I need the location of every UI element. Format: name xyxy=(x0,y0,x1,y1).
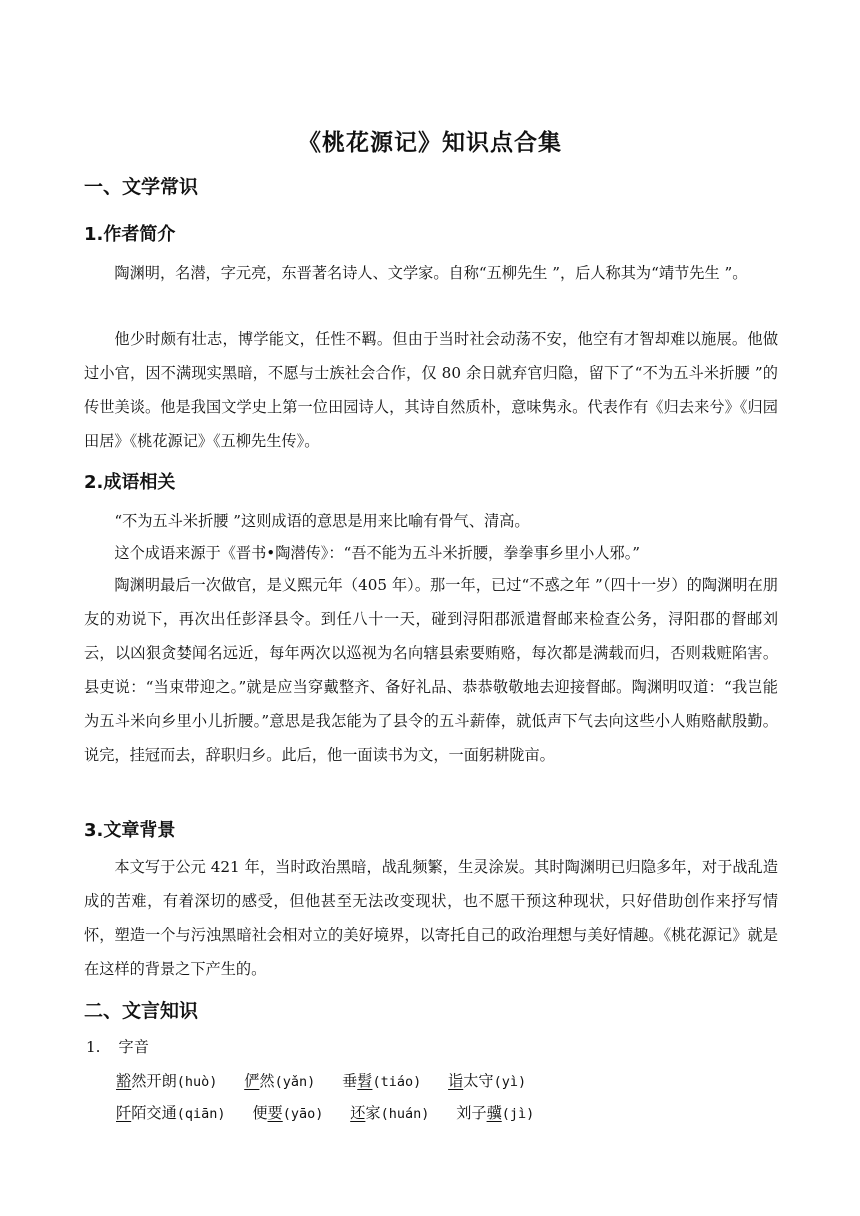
section-heading-literary-knowledge: 一、文学常识 xyxy=(84,176,199,198)
list-label: 字音 xyxy=(118,1038,149,1056)
pronunciation-entry: 垂髫(tiáo) xyxy=(342,1072,422,1090)
pronunciation-row-2 xyxy=(116,1102,534,1123)
subheading-background: 3.文章背景 xyxy=(84,820,176,841)
pronunciation-entry: 俨然(yǎn) xyxy=(244,1072,316,1090)
pronunciation-entry: 阡陌交通(qiān) xyxy=(116,1104,226,1122)
pronunciation-row-1 xyxy=(116,1070,526,1091)
paragraph-idiom-3: 陶渊明最后一次做官，是义熙元年（405 年）。那一年，已过“不惑之年 ”（四十一岁）的陶渊明在朋友的劝说下，再次出任彭泽县令。到任八十一天，碰到浔阳郡派遣督邮来检查公务，浔阳郡的督邮刘云，以凶狠贪婪闻名远近，每年两次以巡视为名向辖县索要贿赂，每次都是满载而归，否则栽赃陷害。县吏说：“当束带迎之。”就是应当穿戴整齐、备好礼品、恭恭敬敬地去迎接督邮。陶渊明叹道：“我岂能为五斗米向乡里小儿折腰。”意思是我怎能为了县令的五斗薪俸，就低声下气去向这些小人贿赂献殷勤。说完，挂冠而去，辞职归乡。此后，他一面读书为文，一面躬耕陇亩。 xyxy=(84,576,778,764)
list-item-pronunciation xyxy=(86,1036,149,1057)
paragraph-idiom-1: “不为五斗米折腰 ”这则成语的意思是用来比喻有骨气、清高。 xyxy=(114,512,530,530)
section-heading-classical-chinese: 二、文言知识 xyxy=(84,1000,199,1022)
subheading-author-intro: 1.作者简介 xyxy=(84,224,176,245)
subheading-idiom: 2.成语相关 xyxy=(84,472,176,493)
page-title: 《桃花源记》知识点合集 xyxy=(298,130,562,156)
pronunciation-entry: 还家(huán) xyxy=(350,1104,430,1122)
list-number: 1. xyxy=(86,1038,101,1056)
paragraph-background: 本文写于公元 421 年，当时政治黑暗，战乱频繁，生灵涂炭。其时陶渊明已归隐多年，对于战乱造成的苦难，有着深切的感受，但他甚至无法改变现状，也不愿干预这种现状，只好借助创作来抒写情怀，塑造一个与污浊黑暗社会相对立的美好境界，以寄托自己的政治理想与美好情趣。《桃花源记》就是在这样的背景之下产生的。 xyxy=(84,858,778,978)
paragraph-idiom-2: 这个成语来源于《晋书•陶潜传》：“吾不能为五斗米折腰，拳拳事乡里小人邪。” xyxy=(114,544,641,562)
paragraph-author-2: 他少时颇有壮志，博学能文，任性不羁。但由于当时社会动荡不安，他空有才智却难以施展。他做过小官，因不满现实黑暗，不愿与士族社会合作，仅 80 余日就弃官归隐，留下了“不为五斗米折腰 ”的传世美谈。他是我国文学史上第一位田园诗人，其诗自然质朴，意味隽永。代表作有《归去来兮》《归园田居》《桃花源记》《五柳先生传》。 xyxy=(84,330,778,450)
paragraph-author-1: 陶渊明，名潜，字元亮，东晋著名诗人、文学家。自称“五柳先生 ”，后人称其为“靖节先生 ”。 xyxy=(114,264,748,282)
pronunciation-entry: 诣太守(yì) xyxy=(448,1072,527,1090)
pronunciation-entry: 豁然开朗(huò) xyxy=(116,1072,218,1090)
pronunciation-entry: 便要(yāo) xyxy=(252,1104,324,1122)
pronunciation-entry: 刘子骥(jì) xyxy=(456,1104,535,1122)
